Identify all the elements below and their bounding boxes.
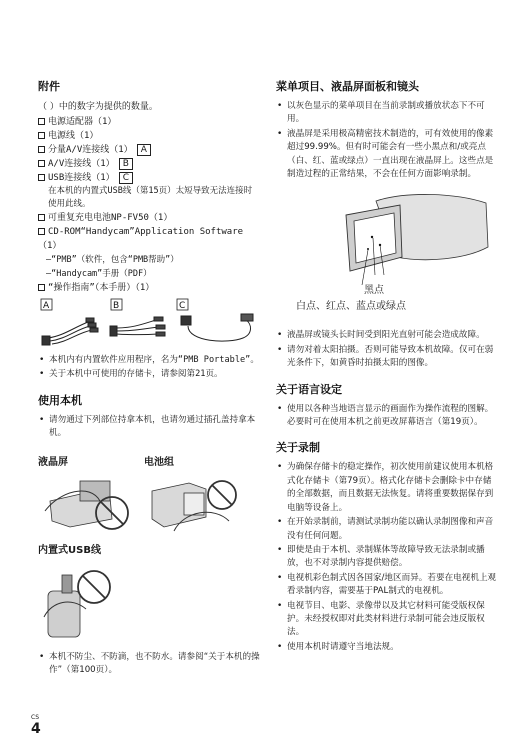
accessory-item: 分量A/V连接线（1） A	[38, 143, 260, 157]
note-item: • 使用本机时请遵守当地法规。	[276, 641, 498, 654]
camcorder-lcd-icon	[276, 187, 498, 291]
usb-note: 在本机的内置式USB线（第15页）太短导致无法连接时使用此线。	[48, 186, 253, 209]
recording-notes	[276, 461, 498, 654]
accessories-heading: 附件	[38, 80, 60, 93]
battery-hold-illustration	[144, 471, 239, 537]
page-number	[31, 715, 41, 737]
usb-hold-illustration	[42, 557, 132, 645]
left-column	[38, 78, 260, 678]
cable-label-b: B	[113, 301, 120, 311]
checkbox-icon	[38, 174, 45, 181]
menu-notes-2	[276, 329, 498, 370]
accessory-item: “操作指南”（本手册）（1）	[38, 281, 260, 295]
note-item: • 关于本机中可使用的存储卡，请参阅第21页。	[38, 368, 260, 381]
cdrom-sub: –“Handycam”手册（PDF）	[46, 269, 152, 279]
av-cable-icon	[110, 317, 165, 336]
note-item: • 液晶屏是采用极高精密技术制造的，可有效使用的像素超过99.99%。但有时可能会有一些小黑点和/或亮点（白、红、蓝或绿点）一直出现在液晶屏上。这些点是制造过程的正常结果，不会在任何方面影响录制。	[276, 128, 498, 182]
black-dot-label: 黑点	[364, 285, 384, 297]
note-item: • 本机内有内置软件应用程序，名为“PMB Portable”。	[38, 354, 260, 367]
builtin-usb-label: 内置式USB线	[38, 544, 101, 556]
component-cable-icon	[42, 318, 98, 345]
accessory-item: USB连接线（1） C	[38, 171, 260, 185]
using-notes	[38, 414, 260, 441]
note-item: • 在开始录制前，请测试录制功能以确认录制图像和声音没有任何问题。	[276, 516, 498, 543]
checkbox-icon	[38, 146, 45, 153]
note-item: • 请勿对着太阳拍摄。否则可能导致本机故障。仅可在弱光条件下，如黄昏时拍摄太阳的图像。	[276, 344, 498, 371]
accessories-intro: （ ）中的数字为提供的数量。	[38, 102, 158, 112]
language-heading: 关于语言设定	[276, 382, 342, 396]
note-item: • 电视节目、电影、录像带以及其它材料可能受版权保护。未经授权即对此类材料进行录制可能会违反版权法。	[276, 600, 498, 640]
accessory-item: 电源线（1）	[38, 129, 260, 143]
usb-hold-illustration-wrap	[38, 541, 260, 649]
checkbox-icon	[38, 214, 45, 221]
checkbox-icon	[38, 284, 45, 291]
checkbox-icon	[38, 118, 45, 125]
cables-illustration	[38, 298, 260, 348]
note-item: • 本机不防尘、不防滴，也不防水。请参阅“关于本机的操作”（第100页）。	[38, 651, 260, 678]
note-item: • 即使是由于本机、录制媒体等故障导致无法录制或播放，也不对录制内容提供赔偿。	[276, 544, 498, 571]
using-bottom-notes	[38, 651, 260, 678]
note-item: • 请勿通过下列部位持拿本机，也请勿通过插孔盖持拿本机。	[38, 414, 260, 441]
note-item: • 液晶屏或镜头长时间受到阳光直射可能会造成故障。	[276, 329, 498, 342]
accessories-list	[38, 115, 260, 295]
right-column	[276, 78, 498, 655]
accessory-item: A/V连接线（1） B	[38, 157, 260, 171]
page-lang-code: CS	[31, 714, 39, 721]
using-heading: 使用本机	[38, 393, 82, 407]
tag-a: A	[137, 144, 151, 156]
note-item: • 电视机彩色制式因各国家/地区而异。若要在电视机上观看录制内容，需要基于PAL制式的电视机。	[276, 572, 498, 599]
note-item: • 以灰色显示的菜单项目在当前录制或播放状态下不可用。	[276, 100, 498, 127]
menu-notes	[276, 100, 498, 181]
recording-heading: 关于录制	[276, 441, 320, 455]
accessory-item: 电源适配器（1）	[38, 115, 260, 129]
accessory-item: CD-ROM“Handycam”Application Software（1）	[38, 227, 244, 251]
accessory-item: 可重复充电电池NP-FV50（1）	[38, 211, 260, 225]
page-digit: 4	[31, 721, 41, 737]
checkbox-icon	[38, 132, 45, 139]
language-notes	[276, 403, 498, 430]
lcd-label: 液晶屏	[38, 456, 68, 468]
lcd-dots-illustration	[276, 187, 498, 319]
battery-label: 电池组	[144, 456, 174, 468]
menu-heading: 菜单项目、液晶屏面板和镜头	[276, 80, 419, 93]
hold-illustrations	[38, 453, 260, 539]
note-item: • 为确保存储卡的稳定操作，初次使用前建议使用本机格式化存储卡（第79页）。格式化存储卡会删除卡中存储的全部数据，而且数据无法恢复。请将重要数据保存到电脑等设备上。	[276, 461, 498, 515]
cable-label-c: C	[179, 301, 186, 311]
cable-label-a: A	[43, 301, 50, 311]
checkbox-icon	[38, 160, 45, 167]
note-item: • 使用以各种当地语言显示的画面作为操作流程的图解。必要时可在使用本机之前更改屏幕语言（第19页）。	[276, 403, 498, 430]
color-dots-label: 白点、红点、蓝点或绿点	[296, 301, 406, 313]
tag-c: C	[119, 172, 133, 184]
usb-cable-icon	[181, 314, 253, 341]
cdrom-sub: –“PMB”（软件，包含“PMB帮助”）	[46, 255, 179, 265]
accessories-notes	[38, 354, 260, 382]
checkbox-icon	[38, 228, 45, 235]
tag-b: B	[119, 158, 133, 170]
lcd-hold-illustration	[40, 471, 135, 537]
